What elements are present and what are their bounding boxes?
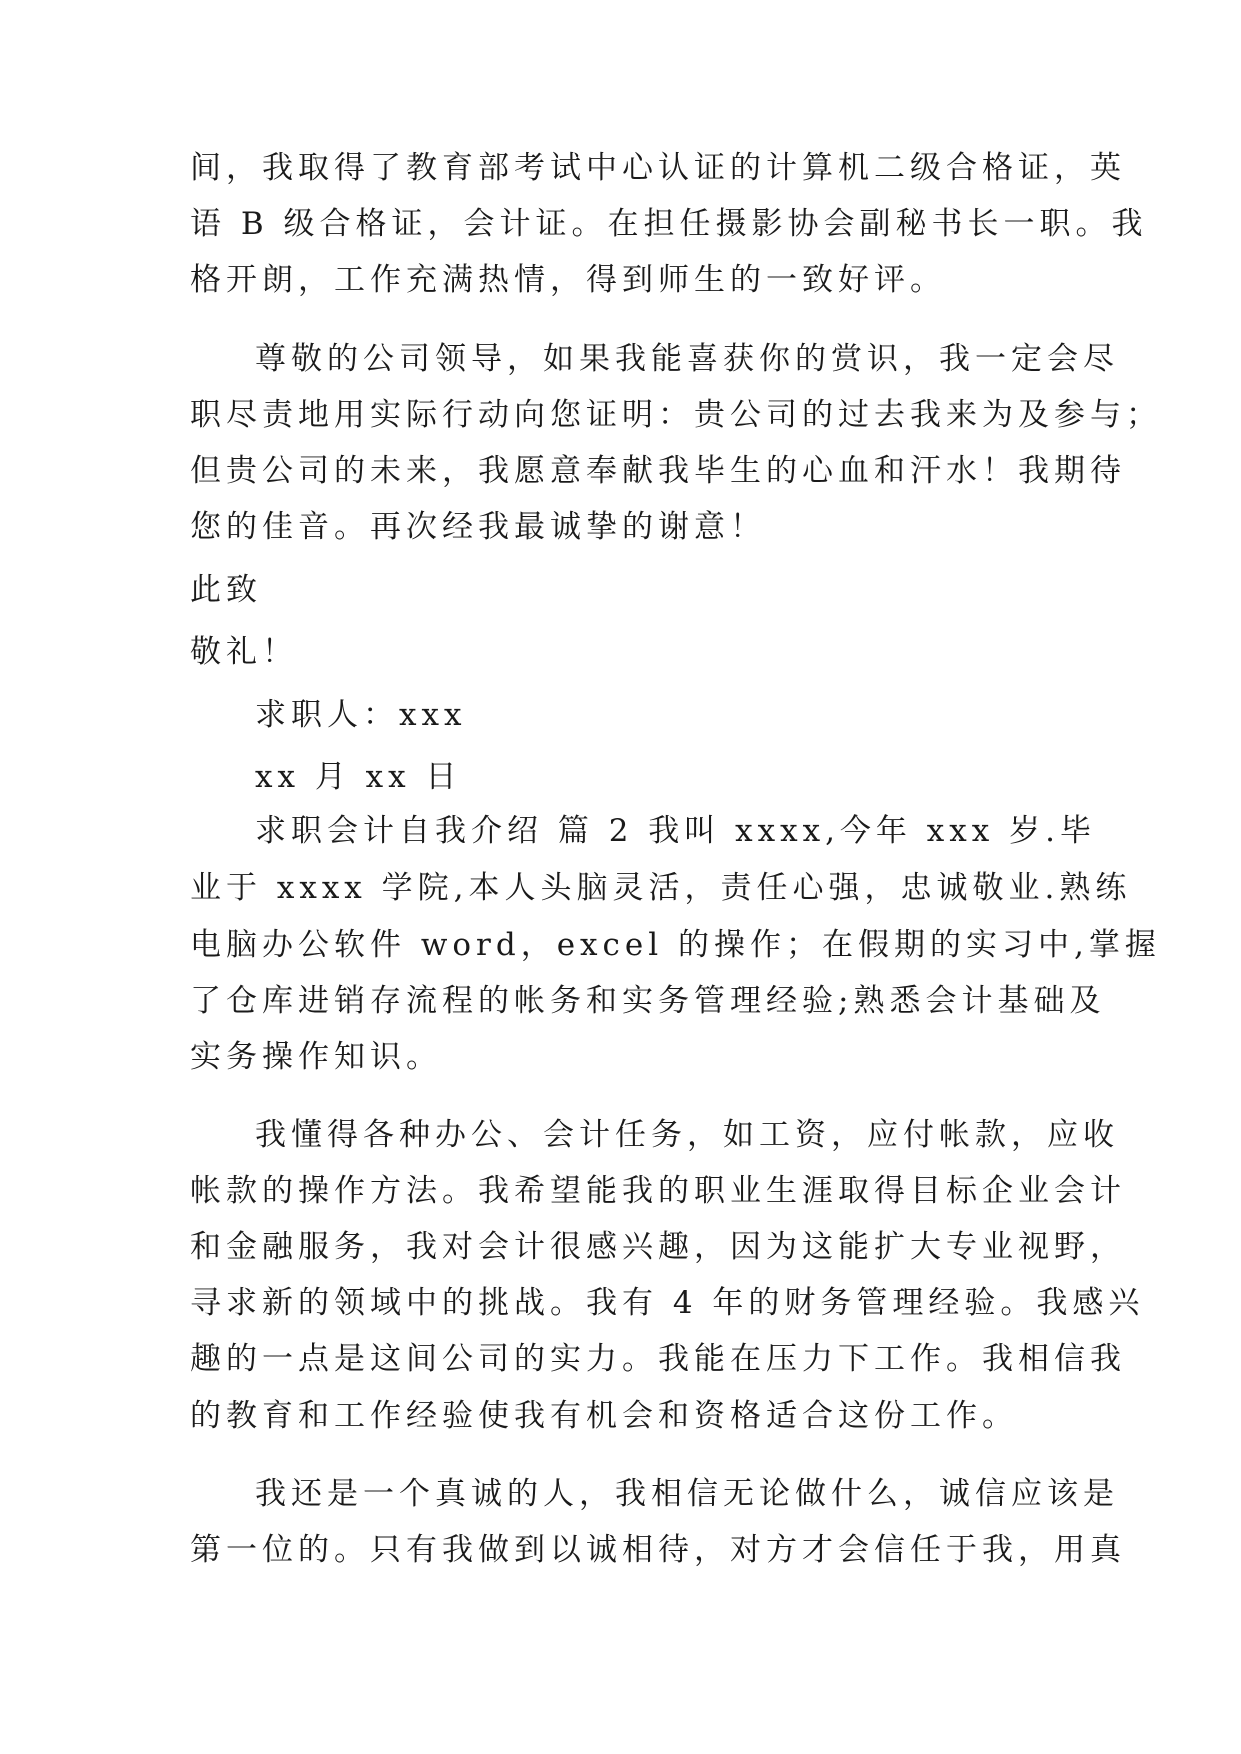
signature-name: 求职人：xxx: [255, 697, 467, 733]
section-heading-line: 求职会计自我介绍 篇 2 我叫 xxxx,今年 xxx 岁.毕: [255, 813, 1096, 849]
text-line: 第一位的。只有我做到以诚相待，对方才会信任于我，用真: [190, 1532, 1126, 1568]
text-line: 业于 xxxx 学院,本人头脑灵活，责任心强，忠诚敬业.熟练: [190, 870, 1132, 906]
text-line: 寻求新的领域中的挑战。我有 4 年的财务管理经验。我感兴: [190, 1285, 1145, 1321]
paragraph-line: 我懂得各种办公、会计任务，如工资，应付帐款，应收: [255, 1117, 1119, 1153]
paragraph-line: 我还是一个真诚的人，我相信无论做什么，诚信应该是: [255, 1476, 1119, 1512]
signature-date: xx 月 xx 日: [255, 759, 462, 795]
text-line: 的教育和工作经验使我有机会和资格适合这份工作。: [190, 1398, 1018, 1434]
text-line: 实务操作知识。: [190, 1039, 442, 1075]
text-line: 您的佳音。再次经我最诚挚的谢意！: [190, 509, 766, 545]
text-line: 和金融服务，我对会计很感兴趣，因为这能扩大专业视野，: [190, 1229, 1126, 1265]
text-line: 格开朗，工作充满热情，得到师生的一致好评。: [190, 262, 946, 298]
text-line: 但贵公司的未来，我愿意奉献我毕生的心血和汗水！我期待: [190, 453, 1126, 489]
salutation-line: 此致: [190, 572, 262, 608]
text-line: 间，我取得了教育部考试中心认证的计算机二级合格证，英: [190, 150, 1126, 186]
text-line: 语 B 级合格证，会计证。在担任摄影协会副秘书长一职。我: [190, 206, 1148, 242]
text-line: 帐款的操作方法。我希望能我的职业生涯取得目标企业会计: [190, 1173, 1126, 1209]
text-line: 了仓库进销存流程的帐务和实务管理经验;熟悉会计基础及: [190, 983, 1106, 1019]
text-line: 职尽责地用实际行动向您证明：贵公司的过去我来为及参与；: [190, 397, 1162, 433]
text-line: 趣的一点是这间公司的实力。我能在压力下工作。我相信我: [190, 1341, 1126, 1377]
paragraph-line: 尊敬的公司领导，如果我能喜获你的赏识，我一定会尽: [255, 341, 1119, 377]
text-line: 电脑办公软件 word，excel 的操作；在假期的实习中,掌握: [190, 927, 1161, 963]
salutation-line: 敬礼！: [190, 634, 298, 670]
